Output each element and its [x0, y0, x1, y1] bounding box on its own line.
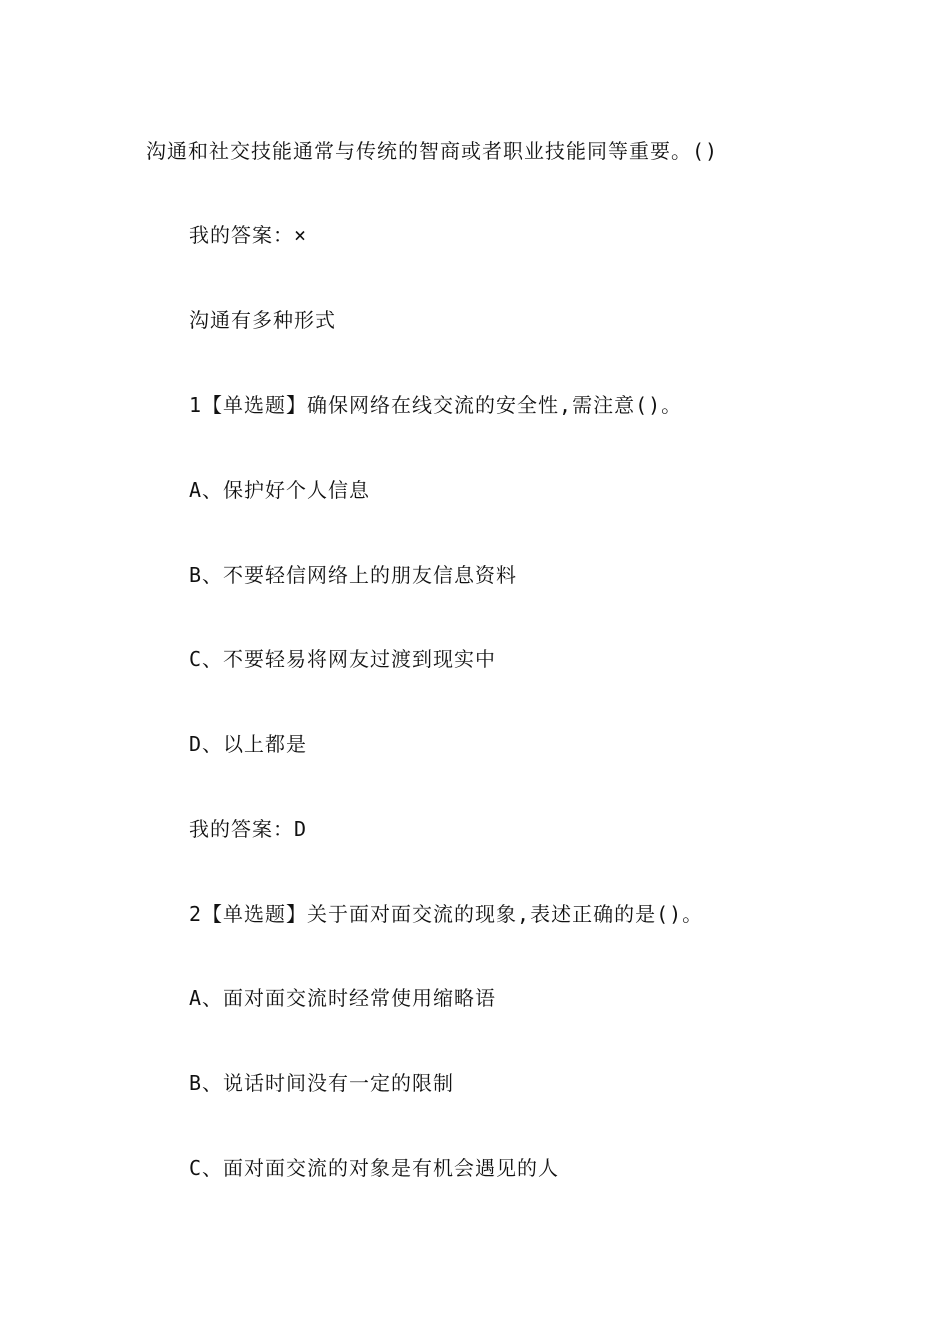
question-2-option-b: B、说话时间没有一定的限制 — [189, 1071, 455, 1095]
question-1-option-b: B、不要轻信网络上的朋友信息资料 — [189, 563, 518, 587]
question-1-my-answer: 我的答案：D — [189, 817, 308, 841]
question-2-option-a: A、面对面交流时经常使用缩略语 — [189, 986, 497, 1010]
question-2: 2【单选题】关于面对面交流的现象,表述正确的是()。 — [189, 902, 704, 926]
my-answer: 我的答案：× — [189, 223, 308, 247]
question-1-option-c: C、不要轻易将网友过渡到现实中 — [189, 647, 497, 671]
question-2-option-c: C、面对面交流的对象是有机会遇见的人 — [189, 1156, 560, 1180]
question-1-option-a: A、保护好个人信息 — [189, 478, 371, 502]
question-statement: 沟通和社交技能通常与传统的智商或者职业技能同等重要。() — [146, 139, 719, 163]
question-1: 1【单选题】确保网络在线交流的安全性,需注意()。 — [189, 393, 683, 417]
question-1-option-d: D、以上都是 — [189, 732, 308, 756]
section-heading: 沟通有多种形式 — [189, 308, 336, 332]
